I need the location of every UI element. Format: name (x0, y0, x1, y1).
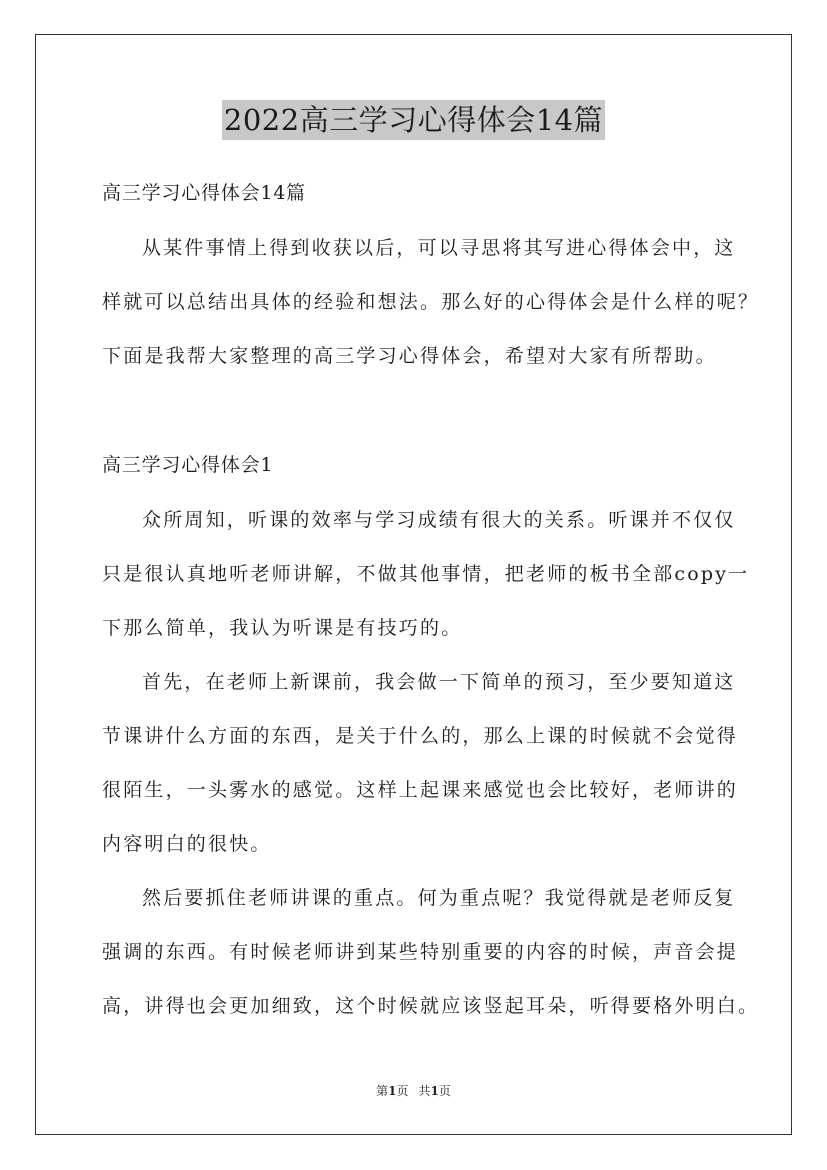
section-line-1: 众所周知，听课的效率与学习成绩有很大的关系。听课并不仅仅 (142, 509, 736, 531)
intro-line-1: 从某件事情上得到收获以后，可以寻思将其写进心得体会中，这 (142, 237, 736, 259)
page-total: 1 (430, 1084, 439, 1098)
section-heading: 高三学习心得体会1 (102, 454, 274, 476)
page-suffix: 页 (396, 1084, 409, 1098)
section-line-9: 强调的东西。有时候老师讲到某些特别重要的内容的时候，声音会提 (102, 941, 739, 963)
intro-line-3: 下面是我帮大家整理的高三学习心得体会，希望对大家有所帮助。 (102, 345, 717, 367)
section-line-3: 下那么简单，我认为听课是有技巧的。 (102, 617, 463, 639)
total-prefix: 共 (418, 1084, 431, 1098)
document-heading: 高三学习心得体会14篇 (102, 182, 306, 204)
section-line-2: 只是很认真地听老师讲解，不做其他事情，把老师的板书全部copy一 (102, 563, 750, 585)
page-prefix: 第 (376, 1084, 389, 1098)
section-line-7: 内容明白的很快。 (102, 833, 272, 855)
total-suffix: 页 (438, 1084, 451, 1098)
page-footer (0, 1083, 827, 1099)
intro-line-2: 样就可以总结出具体的经验和想法。那么好的心得体会是什么样的呢？ (102, 291, 760, 313)
section-line-8: 然后要抓住老师讲课的重点。何为重点呢？我觉得就是老师反复 (142, 887, 736, 909)
section-line-4: 首先，在老师上新课前，我会做一下简单的预习，至少要知道这 (142, 671, 736, 693)
document-title (0, 100, 827, 140)
section-line-5: 节课讲什么方面的东西，是关于什么的，那么上课的时候就不会觉得 (102, 725, 739, 747)
section-line-6: 很陌生，一头雾水的感觉。这样上起课来感觉也会比较好，老师讲的 (102, 779, 739, 801)
document-title-text: 2022高三学习心得体会14篇 (222, 100, 605, 140)
page-current: 1 (388, 1084, 397, 1098)
section-line-10: 高，讲得也会更加细致，这个时候就应该竖起耳朵，听得要格外明白。 (102, 995, 760, 1017)
